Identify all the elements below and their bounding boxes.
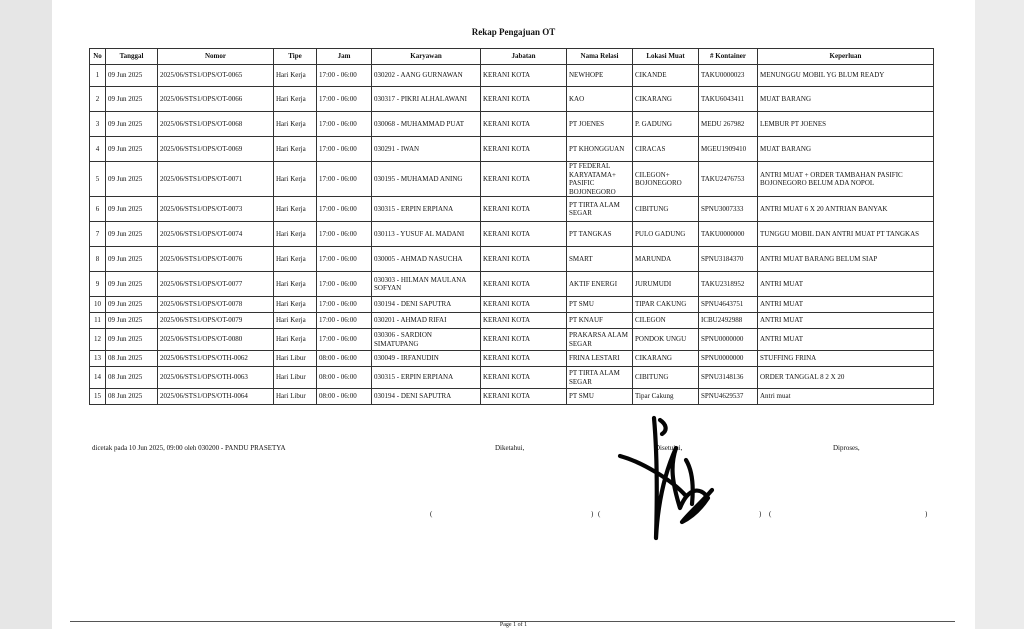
table-cell: 030195 - MUHAMAD ANING: [372, 162, 481, 197]
table-cell: 030068 - MUHAMMAD PUAT: [372, 112, 481, 137]
disetujui-label: Disetujui,: [655, 444, 683, 452]
table-cell: Hari Kerja: [274, 197, 317, 222]
table-cell: MUAT BARANG: [758, 137, 934, 162]
table-cell: Hari Libur: [274, 351, 317, 367]
table-row: [90, 297, 934, 313]
table-cell: 1: [90, 65, 106, 87]
table-cell: KERANI KOTA: [481, 137, 567, 162]
table-cell: 030291 - IWAN: [372, 137, 481, 162]
table-cell: 15: [90, 389, 106, 405]
table-cell: PT FEDERAL KARYATAMA+ PASIFIC BOJONEGORO: [567, 162, 633, 197]
document-title: Rekap Pengajuan OT: [471, 27, 556, 37]
table-row: [90, 313, 934, 329]
column-header: Karyawan: [372, 49, 481, 65]
table-cell: PT SMU: [567, 297, 633, 313]
table-cell: 08:00 - 06:00: [317, 367, 372, 389]
table-cell: TAKU0000023: [699, 65, 758, 87]
table-cell: 09 Jun 2025: [106, 247, 158, 272]
table-cell: 6: [90, 197, 106, 222]
column-header: Jam: [317, 49, 372, 65]
table-cell: KERANI KOTA: [481, 65, 567, 87]
table-cell: 030315 - ERPIN ERPIANA: [372, 197, 481, 222]
table-cell: PRAKARSA ALAM SEGAR: [567, 329, 633, 351]
table-cell: CILEGON+ BOJONEGORO: [633, 162, 699, 197]
table-cell: FRINA LESTARI: [567, 351, 633, 367]
column-header: Nama Relasi: [567, 49, 633, 65]
table-cell: SPNU3184370: [699, 247, 758, 272]
table-cell: 08 Jun 2025: [106, 351, 158, 367]
signature-close-paren-3: ): [925, 510, 928, 518]
table-cell: TAKU2318952: [699, 272, 758, 297]
table-cell: KERANI KOTA: [481, 247, 567, 272]
table-cell: KERANI KOTA: [481, 272, 567, 297]
column-header: # Kontainer: [699, 49, 758, 65]
table-cell: 030113 - YUSUF AL MADANI: [372, 222, 481, 247]
printed-note: dicetak pada 10 Jun 2025, 09:00 oleh 030200 - PANDU PRASETYA: [92, 444, 286, 452]
table-cell: 13: [90, 351, 106, 367]
table-cell: 14: [90, 367, 106, 389]
table-cell: KERANI KOTA: [481, 351, 567, 367]
table-row: [90, 197, 934, 222]
table-cell: P. GADUNG: [633, 112, 699, 137]
diketahui-label: Diketahui,: [495, 444, 525, 452]
table-cell: 09 Jun 2025: [106, 272, 158, 297]
table-cell: 17:00 - 06:00: [317, 162, 372, 197]
table-cell: ANTRI MUAT: [758, 313, 934, 329]
table-cell: KAO: [567, 87, 633, 112]
table-cell: 2025/06/STS1/OPS/OTH-0063: [158, 367, 274, 389]
table-cell: SPNU0000000: [699, 329, 758, 351]
table-cell: MENUNGGU MOBIL YG BLUM READY: [758, 65, 934, 87]
table-cell: SPNU4643751: [699, 297, 758, 313]
table-cell: Hari Kerja: [274, 87, 317, 112]
table-cell: 030317 - PIKRI ALHALAWANI: [372, 87, 481, 112]
table-cell: 09 Jun 2025: [106, 137, 158, 162]
table-cell: LEMBUR PT JOENES: [758, 112, 934, 137]
table-cell: 17:00 - 06:00: [317, 247, 372, 272]
column-header: Jabatan: [481, 49, 567, 65]
table-cell: 2025/06/STS1/OPS/OT-0066: [158, 87, 274, 112]
table-cell: KERANI KOTA: [481, 112, 567, 137]
table-cell: ANTRI MUAT 6 X 20 ANTRIAN BANYAK: [758, 197, 934, 222]
table-cell: 08 Jun 2025: [106, 367, 158, 389]
table-cell: Hari Kerja: [274, 297, 317, 313]
table-cell: Hari Kerja: [274, 329, 317, 351]
column-header: No: [90, 49, 106, 65]
table-cell: JURUMUDI: [633, 272, 699, 297]
table-cell: 3: [90, 112, 106, 137]
table-cell: CIKARANG: [633, 87, 699, 112]
table-cell: PONDOK UNGU: [633, 329, 699, 351]
table-cell: 030315 - ERPIN ERPIANA: [372, 367, 481, 389]
table-cell: 17:00 - 06:00: [317, 87, 372, 112]
table-cell: Antri muat: [758, 389, 934, 405]
table-cell: CIBITUNG: [633, 197, 699, 222]
table-cell: 5: [90, 162, 106, 197]
table-cell: 09 Jun 2025: [106, 162, 158, 197]
table-cell: CIKARANG: [633, 351, 699, 367]
table-cell: TUNGGU MOBIL DAN ANTRI MUAT PT TANGKAS: [758, 222, 934, 247]
table-cell: MEDU 267982: [699, 112, 758, 137]
table-cell: PT TIRTA ALAM SEGAR: [567, 367, 633, 389]
table-cell: CIBITUNG: [633, 367, 699, 389]
table-cell: 17:00 - 06:00: [317, 222, 372, 247]
table-cell: TAKU2476753: [699, 162, 758, 197]
table-cell: 08:00 - 06:00: [317, 351, 372, 367]
table-cell: 030306 - SARDION SIMATUPANG: [372, 329, 481, 351]
table-cell: KERANI KOTA: [481, 367, 567, 389]
table-cell: KERANI KOTA: [481, 162, 567, 197]
table-cell: 09 Jun 2025: [106, 65, 158, 87]
table-row: [90, 87, 934, 112]
table-row: [90, 367, 934, 389]
table-cell: KERANI KOTA: [481, 222, 567, 247]
signature-open-paren-3: (: [769, 510, 772, 518]
table-cell: 9: [90, 272, 106, 297]
table-cell: NEWHOPE: [567, 65, 633, 87]
table-row: [90, 112, 934, 137]
table-cell: CILEGON: [633, 313, 699, 329]
overtime-table: [89, 48, 934, 405]
table-row: [90, 247, 934, 272]
table-cell: PT KNAUF: [567, 313, 633, 329]
table-cell: 030194 - DENI SAPUTRA: [372, 389, 481, 405]
table-cell: 17:00 - 06:00: [317, 65, 372, 87]
diproses-label: Diproses,: [833, 444, 860, 452]
table-cell: Hari Kerja: [274, 272, 317, 297]
table-cell: KERANI KOTA: [481, 313, 567, 329]
column-header: Tanggal: [106, 49, 158, 65]
table-cell: 17:00 - 06:00: [317, 313, 372, 329]
table-cell: MGEU1909410: [699, 137, 758, 162]
table-cell: ANTRI MUAT: [758, 272, 934, 297]
table-cell: 2025/06/STS1/OPS/OT-0079: [158, 313, 274, 329]
table-cell: 17:00 - 06:00: [317, 137, 372, 162]
column-header: Keperluan: [758, 49, 934, 65]
table-cell: ANTRI MUAT BARANG BELUM SIAP: [758, 247, 934, 272]
signature-open-paren-2: (: [598, 510, 601, 518]
table-cell: ICBU2492988: [699, 313, 758, 329]
table-cell: PT JOENES: [567, 112, 633, 137]
table-cell: 2025/06/STS1/OPS/OT-0073: [158, 197, 274, 222]
table-cell: SPNU4629537: [699, 389, 758, 405]
table-cell: 11: [90, 313, 106, 329]
table-cell: 10: [90, 297, 106, 313]
table-cell: MUAT BARANG: [758, 87, 934, 112]
table-cell: 09 Jun 2025: [106, 197, 158, 222]
table-cell: 12: [90, 329, 106, 351]
table-cell: PT KHONGGUAN: [567, 137, 633, 162]
table-cell: Hari Kerja: [274, 313, 317, 329]
table-cell: Hari Kerja: [274, 162, 317, 197]
table-cell: KERANI KOTA: [481, 87, 567, 112]
table-cell: SMART: [567, 247, 633, 272]
table-cell: ANTRI MUAT + ORDER TAMBAHAN PASIFIC BOJONEGORO BELUM ADA NOPOL: [758, 162, 934, 197]
table-cell: ANTRI MUAT: [758, 329, 934, 351]
table-cell: Hari Libur: [274, 367, 317, 389]
table-row: [90, 162, 934, 197]
table-cell: Hari Kerja: [274, 112, 317, 137]
signature-close-paren-1: ): [591, 510, 594, 518]
table-row: [90, 65, 934, 87]
table-header-row: [90, 49, 934, 65]
table-cell: 09 Jun 2025: [106, 313, 158, 329]
table-cell: 4: [90, 137, 106, 162]
handwritten-signature: [612, 400, 724, 545]
table-cell: 2025/06/STS1/OPS/OT-0077: [158, 272, 274, 297]
table-cell: 09 Jun 2025: [106, 222, 158, 247]
table-cell: 17:00 - 06:00: [317, 112, 372, 137]
table-cell: Hari Kerja: [274, 222, 317, 247]
table-cell: 2025/06/STS1/OPS/OTH-0062: [158, 351, 274, 367]
table-cell: TAKU0000000: [699, 222, 758, 247]
table-cell: Tipar Cakung: [633, 389, 699, 405]
table-cell: PULO GADUNG: [633, 222, 699, 247]
table-cell: 2025/06/STS1/OPS/OT-0065: [158, 65, 274, 87]
table-cell: 030005 - AHMAD NASUCHA: [372, 247, 481, 272]
table-cell: STUFFING FRINA: [758, 351, 934, 367]
table-cell: SPNU0000000: [699, 351, 758, 367]
table-cell: 030049 - IRFANUDIN: [372, 351, 481, 367]
table-cell: KERANI KOTA: [481, 329, 567, 351]
table-cell: 2025/06/STS1/OPS/OT-0071: [158, 162, 274, 197]
table-cell: KERANI KOTA: [481, 389, 567, 405]
table-row: [90, 329, 934, 351]
table-row: [90, 351, 934, 367]
table-cell: 2025/06/STS1/OPS/OT-0069: [158, 137, 274, 162]
table-cell: CIRACAS: [633, 137, 699, 162]
table-cell: 09 Jun 2025: [106, 112, 158, 137]
table-cell: TAKU6043411: [699, 87, 758, 112]
table-cell: Hari Kerja: [274, 65, 317, 87]
table-cell: 030201 - AHMAD RIFAI: [372, 313, 481, 329]
table-cell: 030202 - AANG GURNAWAN: [372, 65, 481, 87]
table-cell: 030194 - DENI SAPUTRA: [372, 297, 481, 313]
table-cell: KERANI KOTA: [481, 197, 567, 222]
table-cell: 08 Jun 2025: [106, 389, 158, 405]
table-cell: 08:00 - 06:00: [317, 389, 372, 405]
table-row: [90, 222, 934, 247]
table-cell: 17:00 - 06:00: [317, 297, 372, 313]
table-cell: 030303 - HILMAN MAULANA SOFYAN: [372, 272, 481, 297]
table-cell: 17:00 - 06:00: [317, 329, 372, 351]
table-row: [90, 389, 934, 405]
table-cell: 2025/06/STS1/OPS/OT-0080: [158, 329, 274, 351]
table-cell: Hari Libur: [274, 389, 317, 405]
document-page: [52, 0, 975, 629]
column-header: Tipe: [274, 49, 317, 65]
table-cell: PT SMU: [567, 389, 633, 405]
table-cell: TIPAR CAKUNG: [633, 297, 699, 313]
table-cell: 17:00 - 06:00: [317, 272, 372, 297]
background-strip: [975, 0, 1024, 629]
table-cell: 2025/06/STS1/OPS/OT-0076: [158, 247, 274, 272]
table-cell: AKTIF ENERGI: [567, 272, 633, 297]
table-cell: 09 Jun 2025: [106, 329, 158, 351]
signature-close-paren-2: ): [759, 510, 762, 518]
table-cell: ORDER TANGGAL 8 2 X 20: [758, 367, 934, 389]
table-cell: 2025/06/STS1/OPS/OT-0078: [158, 297, 274, 313]
column-header: Nomor: [158, 49, 274, 65]
table-row: [90, 137, 934, 162]
signature-open-paren-1: (: [430, 510, 433, 518]
table-cell: KERANI KOTA: [481, 297, 567, 313]
table-cell: Hari Kerja: [274, 137, 317, 162]
table-cell: 2025/06/STS1/OPS/OT-0068: [158, 112, 274, 137]
table-cell: 17:00 - 06:00: [317, 197, 372, 222]
table-cell: CIKANDE: [633, 65, 699, 87]
table-cell: 8: [90, 247, 106, 272]
page-number: Page 1 of 1: [499, 622, 528, 628]
table-cell: 2025/06/STS1/OPS/OTH-0064: [158, 389, 274, 405]
table-cell: 09 Jun 2025: [106, 87, 158, 112]
table-cell: MARUNDA: [633, 247, 699, 272]
table-cell: Hari Kerja: [274, 247, 317, 272]
table-cell: SPNU3007333: [699, 197, 758, 222]
table-cell: 09 Jun 2025: [106, 297, 158, 313]
table-cell: ANTRI MUAT: [758, 297, 934, 313]
column-header: Lokasi Muat: [633, 49, 699, 65]
table-cell: 2025/06/STS1/OPS/OT-0074: [158, 222, 274, 247]
table-cell: 2: [90, 87, 106, 112]
table-cell: PT TANGKAS: [567, 222, 633, 247]
table-cell: SPNU3148136: [699, 367, 758, 389]
table-cell: 7: [90, 222, 106, 247]
table-cell: PT TIRTA ALAM SEGAR: [567, 197, 633, 222]
table-row: [90, 272, 934, 297]
